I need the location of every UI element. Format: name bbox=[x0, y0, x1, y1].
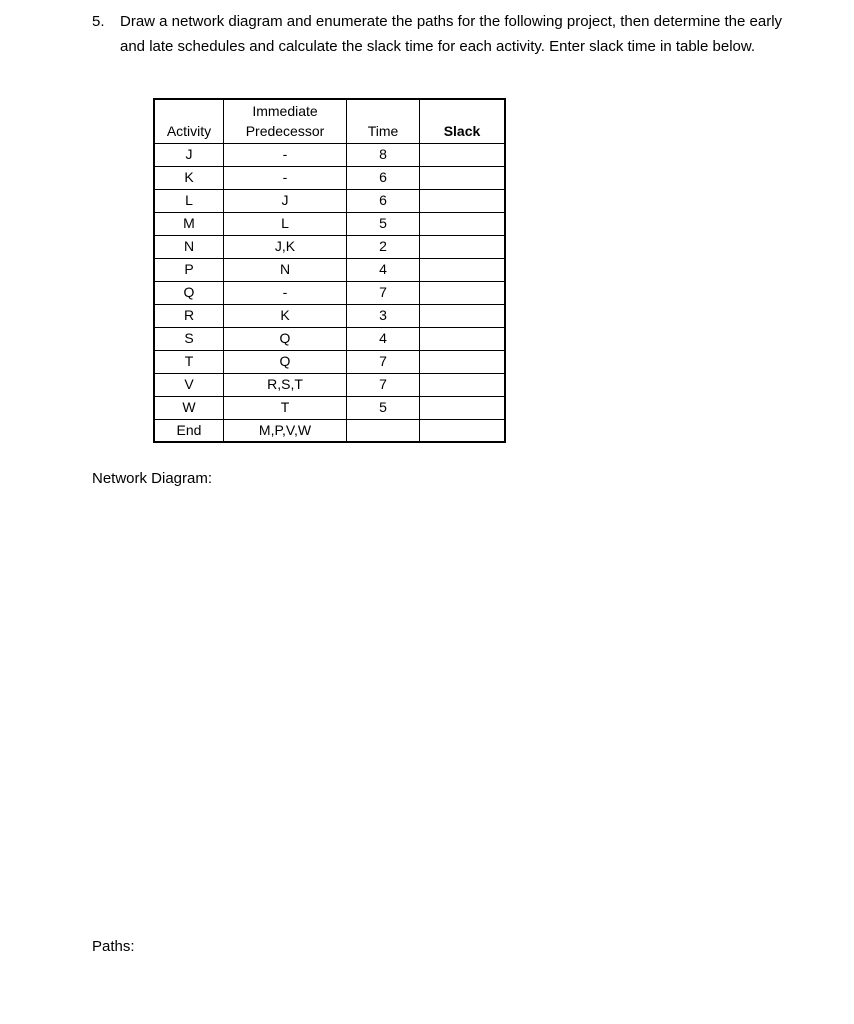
table-row bbox=[154, 212, 505, 235]
cell-predecessor: J,K bbox=[224, 235, 347, 258]
cell-slack[interactable] bbox=[420, 281, 506, 304]
cell-slack[interactable] bbox=[420, 166, 506, 189]
network-diagram-label: Network Diagram: bbox=[92, 470, 213, 487]
header-slack: Slack bbox=[420, 99, 506, 143]
cell-predecessor: J bbox=[224, 189, 347, 212]
cell-activity: S bbox=[154, 327, 224, 350]
table-row bbox=[154, 327, 505, 350]
cell-time: 7 bbox=[347, 373, 420, 396]
cell-predecessor: M,P,V,W bbox=[224, 419, 347, 442]
question-block bbox=[92, 10, 792, 59]
cell-slack[interactable] bbox=[420, 235, 506, 258]
cell-time: 7 bbox=[347, 350, 420, 373]
table-row bbox=[154, 258, 505, 281]
cell-activity: Q bbox=[154, 281, 224, 304]
cell-slack[interactable] bbox=[420, 419, 506, 442]
cell-activity: R bbox=[154, 304, 224, 327]
paths-label: Paths: bbox=[92, 938, 135, 955]
cell-activity: P bbox=[154, 258, 224, 281]
table-row bbox=[154, 419, 505, 442]
cell-time: 3 bbox=[347, 304, 420, 327]
cell-predecessor: K bbox=[224, 304, 347, 327]
cell-time: 7 bbox=[347, 281, 420, 304]
cell-predecessor: - bbox=[224, 281, 347, 304]
table-row bbox=[154, 281, 505, 304]
cell-time: 6 bbox=[347, 166, 420, 189]
table-row bbox=[154, 373, 505, 396]
header-immediate-predecessor bbox=[224, 99, 347, 143]
cell-time: 4 bbox=[347, 258, 420, 281]
cell-predecessor: L bbox=[224, 212, 347, 235]
cell-predecessor: N bbox=[224, 258, 347, 281]
table-row bbox=[154, 166, 505, 189]
cell-predecessor: - bbox=[224, 143, 347, 166]
cell-slack[interactable] bbox=[420, 143, 506, 166]
cell-time: 8 bbox=[347, 143, 420, 166]
cell-time: 5 bbox=[347, 396, 420, 419]
cell-slack[interactable] bbox=[420, 189, 506, 212]
cell-predecessor: - bbox=[224, 166, 347, 189]
cell-slack[interactable] bbox=[420, 258, 506, 281]
table-row bbox=[154, 189, 505, 212]
cell-activity: V bbox=[154, 373, 224, 396]
cell-activity: K bbox=[154, 166, 224, 189]
cell-activity: M bbox=[154, 212, 224, 235]
activity-table bbox=[153, 98, 506, 443]
cell-time bbox=[347, 419, 420, 442]
table-row bbox=[154, 396, 505, 419]
cell-activity: J bbox=[154, 143, 224, 166]
header-predecessor-line1: Immediate bbox=[252, 102, 318, 119]
cell-slack[interactable] bbox=[420, 373, 506, 396]
table-header-row bbox=[154, 99, 505, 143]
table-row bbox=[154, 304, 505, 327]
cell-time: 5 bbox=[347, 212, 420, 235]
header-activity: Activity bbox=[154, 99, 224, 143]
table-row bbox=[154, 235, 505, 258]
table-body bbox=[154, 143, 505, 442]
cell-slack[interactable] bbox=[420, 212, 506, 235]
header-time: Time bbox=[347, 99, 420, 143]
question-text: Draw a network diagram and enumerate the paths for the following project, then determine the early and late schedules and calculate the slack time for each activity. Enter slack time in table below. bbox=[120, 13, 783, 55]
cell-time: 2 bbox=[347, 235, 420, 258]
cell-predecessor: Q bbox=[224, 327, 347, 350]
cell-time: 6 bbox=[347, 189, 420, 212]
cell-activity: End bbox=[154, 419, 224, 442]
cell-activity: N bbox=[154, 235, 224, 258]
table-row bbox=[154, 350, 505, 373]
table-row bbox=[154, 143, 505, 166]
cell-activity: T bbox=[154, 350, 224, 373]
cell-slack[interactable] bbox=[420, 396, 506, 419]
header-predecessor-line2: Predecessor bbox=[245, 122, 325, 139]
cell-predecessor: T bbox=[224, 396, 347, 419]
cell-time: 4 bbox=[347, 327, 420, 350]
question-number: 5. bbox=[92, 13, 105, 30]
cell-slack[interactable] bbox=[420, 304, 506, 327]
cell-predecessor: Q bbox=[224, 350, 347, 373]
cell-activity: W bbox=[154, 396, 224, 419]
cell-slack[interactable] bbox=[420, 350, 506, 373]
cell-slack[interactable] bbox=[420, 327, 506, 350]
cell-activity: L bbox=[154, 189, 224, 212]
cell-predecessor: R,S,T bbox=[224, 373, 347, 396]
